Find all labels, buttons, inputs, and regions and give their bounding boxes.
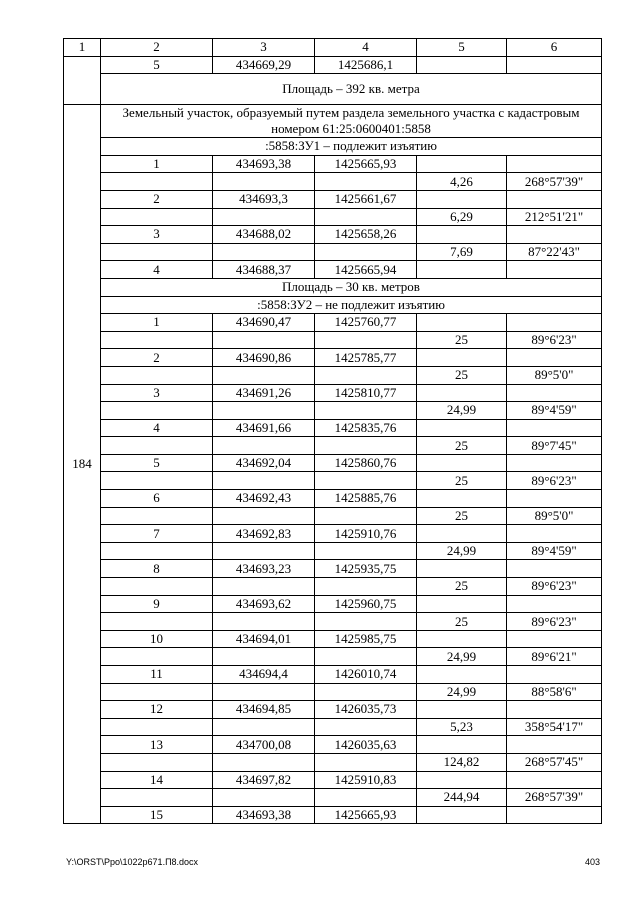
- empty-cell: [101, 472, 213, 490]
- segment-row: [64, 753, 602, 771]
- empty-cell: [315, 683, 417, 701]
- empty-cell: [315, 366, 417, 384]
- point-cell: 1: [101, 155, 213, 173]
- bearing-cell: 268°57'39": [507, 173, 602, 191]
- empty-cell: [507, 226, 602, 244]
- empty-cell: [507, 525, 602, 543]
- point-cell: 15: [101, 806, 213, 824]
- empty-cell: [213, 613, 315, 631]
- distance-cell: 25: [417, 507, 507, 525]
- empty-cell: [417, 595, 507, 613]
- empty-cell: [417, 384, 507, 402]
- empty-cell: [417, 525, 507, 543]
- empty-cell: [417, 261, 507, 279]
- parcel-number-cell: [64, 56, 101, 105]
- empty-cell: [417, 155, 507, 173]
- point-cell: 434692,43: [213, 490, 315, 508]
- point-cell: 2: [101, 190, 213, 208]
- segment-row: [64, 472, 602, 490]
- empty-cell: [213, 402, 315, 420]
- empty-cell: [417, 314, 507, 332]
- empty-cell: [315, 613, 417, 631]
- empty-cell: [417, 560, 507, 578]
- empty-cell: [213, 683, 315, 701]
- empty-cell: [507, 56, 602, 74]
- empty-cell: [101, 542, 213, 560]
- bearing-cell: 358°54'17": [507, 718, 602, 736]
- point-row: [64, 490, 602, 508]
- distance-cell: 25: [417, 366, 507, 384]
- empty-cell: [417, 701, 507, 719]
- point-cell: 1425658,26: [315, 226, 417, 244]
- table-row: [64, 56, 602, 74]
- empty-cell: [213, 789, 315, 807]
- point-cell: 10: [101, 630, 213, 648]
- distance-cell: 25: [417, 613, 507, 631]
- distance-cell: 25: [417, 472, 507, 490]
- empty-cell: [315, 472, 417, 490]
- segment-row: [64, 402, 602, 420]
- point-cell: 1425860,76: [315, 454, 417, 472]
- empty-cell: [101, 173, 213, 191]
- column-header: 4: [315, 39, 417, 57]
- point-cell: 1425665,93: [315, 155, 417, 173]
- empty-cell: [507, 155, 602, 173]
- empty-cell: [507, 630, 602, 648]
- point-row: [64, 349, 602, 367]
- point-cell: 1425665,94: [315, 261, 417, 279]
- segment-row: [64, 718, 602, 736]
- empty-cell: [507, 595, 602, 613]
- empty-cell: [507, 771, 602, 789]
- bearing-cell: 89°6'23": [507, 578, 602, 596]
- empty-cell: [417, 736, 507, 754]
- empty-cell: [213, 331, 315, 349]
- segment-row: [64, 366, 602, 384]
- point-cell: 4: [101, 261, 213, 279]
- point-row: [64, 454, 602, 472]
- empty-cell: [417, 190, 507, 208]
- empty-cell: [507, 384, 602, 402]
- point-cell: 434692,83: [213, 525, 315, 543]
- point-row: [64, 595, 602, 613]
- point-cell: 1425661,67: [315, 190, 417, 208]
- empty-cell: [417, 771, 507, 789]
- empty-cell: [101, 718, 213, 736]
- point-cell: 11: [101, 666, 213, 684]
- segment-row: [64, 331, 602, 349]
- point-cell: 434697,82: [213, 771, 315, 789]
- point-cell: 434669,29: [213, 56, 315, 74]
- empty-cell: [315, 753, 417, 771]
- parcel-number-cell: 184: [64, 105, 101, 824]
- subparcel-label: :5858:ЗУ1 – подлежит изъятию: [101, 138, 602, 156]
- point-cell: 434694,01: [213, 630, 315, 648]
- point-cell: 1426010,74: [315, 666, 417, 684]
- bearing-cell: 89°6'23": [507, 613, 602, 631]
- empty-cell: [315, 331, 417, 349]
- point-row: [64, 261, 602, 279]
- distance-cell: 244,94: [417, 789, 507, 807]
- bearing-cell: 212°51'21": [507, 208, 602, 226]
- point-cell: 1425760,77: [315, 314, 417, 332]
- empty-cell: [507, 349, 602, 367]
- empty-cell: [417, 56, 507, 74]
- subparcel-label-row: [64, 138, 602, 156]
- point-cell: 7: [101, 525, 213, 543]
- point-cell: 1425835,76: [315, 419, 417, 437]
- point-cell: 9: [101, 595, 213, 613]
- empty-cell: [101, 243, 213, 261]
- subparcel-label: :5858:ЗУ2 – не подлежит изъятию: [101, 296, 602, 314]
- empty-cell: [101, 331, 213, 349]
- distance-cell: 25: [417, 578, 507, 596]
- bearing-cell: 89°7'45": [507, 437, 602, 455]
- segment-row: [64, 542, 602, 560]
- point-row: [64, 806, 602, 824]
- bearing-cell: 89°6'23": [507, 472, 602, 490]
- point-row: [64, 525, 602, 543]
- point-cell: 1425985,75: [315, 630, 417, 648]
- point-cell: 1425960,75: [315, 595, 417, 613]
- empty-cell: [101, 507, 213, 525]
- point-cell: 1425935,75: [315, 560, 417, 578]
- distance-cell: 24,99: [417, 648, 507, 666]
- point-cell: 434688,02: [213, 226, 315, 244]
- empty-cell: [417, 630, 507, 648]
- point-cell: 13: [101, 736, 213, 754]
- empty-cell: [417, 666, 507, 684]
- point-cell: 1: [101, 314, 213, 332]
- point-cell: 434700,08: [213, 736, 315, 754]
- distance-cell: 25: [417, 331, 507, 349]
- column-header: 6: [507, 39, 602, 57]
- empty-cell: [315, 437, 417, 455]
- distance-cell: 24,99: [417, 402, 507, 420]
- empty-cell: [507, 261, 602, 279]
- point-cell: 1425785,77: [315, 349, 417, 367]
- coordinates-table: [63, 38, 602, 824]
- empty-cell: [101, 613, 213, 631]
- bearing-cell: 89°6'21": [507, 648, 602, 666]
- segment-row: [64, 683, 602, 701]
- empty-cell: [507, 701, 602, 719]
- empty-cell: [315, 243, 417, 261]
- empty-cell: [417, 349, 507, 367]
- area-label: Площадь – 30 кв. метров: [101, 278, 602, 296]
- segment-row: [64, 507, 602, 525]
- point-row: [64, 384, 602, 402]
- empty-cell: [101, 648, 213, 666]
- point-cell: 1425686,1: [315, 56, 417, 74]
- empty-cell: [213, 173, 315, 191]
- footer-page-number: 403: [584, 857, 600, 867]
- bearing-cell: 89°4'59": [507, 402, 602, 420]
- footer-file-path: Y:\ORST\Ppo\1022p671.П8.docx: [66, 857, 199, 867]
- point-cell: 1426035,73: [315, 701, 417, 719]
- empty-cell: [213, 648, 315, 666]
- point-row: [64, 666, 602, 684]
- empty-cell: [213, 542, 315, 560]
- point-cell: 434693,38: [213, 806, 315, 824]
- parcel-title-row: [64, 105, 602, 138]
- point-cell: 1425810,77: [315, 384, 417, 402]
- column-header: 5: [417, 39, 507, 57]
- distance-cell: 24,99: [417, 683, 507, 701]
- point-cell: 3: [101, 226, 213, 244]
- empty-cell: [507, 560, 602, 578]
- parcel-title: Земельный участок, образуемый путем раздела земельного участка с кадастровым номером 61:25:0600401:5858: [101, 105, 602, 138]
- point-cell: 1426035,63: [315, 736, 417, 754]
- bearing-cell: 89°5'0": [507, 366, 602, 384]
- empty-cell: [507, 419, 602, 437]
- point-row: [64, 701, 602, 719]
- segment-row: [64, 578, 602, 596]
- header-row: [64, 39, 602, 57]
- bearing-cell: 89°4'59": [507, 542, 602, 560]
- point-cell: 434693,23: [213, 560, 315, 578]
- area-row: [64, 278, 602, 296]
- subparcel-label-row: [64, 296, 602, 314]
- point-cell: 434690,47: [213, 314, 315, 332]
- empty-cell: [507, 666, 602, 684]
- area-label: Площадь – 392 кв. метра: [101, 74, 602, 105]
- empty-cell: [213, 208, 315, 226]
- empty-cell: [213, 753, 315, 771]
- empty-cell: [101, 578, 213, 596]
- distance-cell: 25: [417, 437, 507, 455]
- distance-cell: 6,29: [417, 208, 507, 226]
- empty-cell: [507, 806, 602, 824]
- empty-cell: [213, 366, 315, 384]
- empty-cell: [417, 226, 507, 244]
- point-cell: 434693,3: [213, 190, 315, 208]
- empty-cell: [213, 507, 315, 525]
- empty-cell: [101, 208, 213, 226]
- segment-row: [64, 173, 602, 191]
- empty-cell: [417, 490, 507, 508]
- empty-cell: [507, 490, 602, 508]
- bearing-cell: 268°57'39": [507, 789, 602, 807]
- distance-cell: 124,82: [417, 753, 507, 771]
- point-cell: 12: [101, 701, 213, 719]
- point-cell: 5: [101, 56, 213, 74]
- empty-cell: [315, 789, 417, 807]
- point-row: [64, 630, 602, 648]
- empty-cell: [507, 190, 602, 208]
- point-cell: 6: [101, 490, 213, 508]
- point-cell: 434693,62: [213, 595, 315, 613]
- point-cell: 434688,37: [213, 261, 315, 279]
- point-cell: 1425665,93: [315, 806, 417, 824]
- point-row: [64, 226, 602, 244]
- segment-row: [64, 437, 602, 455]
- point-row: [64, 314, 602, 332]
- empty-cell: [315, 718, 417, 736]
- empty-cell: [101, 366, 213, 384]
- point-cell: 434692,04: [213, 454, 315, 472]
- column-header: 3: [213, 39, 315, 57]
- bearing-cell: 268°57'45": [507, 753, 602, 771]
- distance-cell: 5,23: [417, 718, 507, 736]
- segment-row: [64, 208, 602, 226]
- point-cell: 4: [101, 419, 213, 437]
- point-row: [64, 155, 602, 173]
- segment-row: [64, 648, 602, 666]
- point-cell: 434690,86: [213, 349, 315, 367]
- column-header: 2: [101, 39, 213, 57]
- empty-cell: [315, 208, 417, 226]
- distance-cell: 24,99: [417, 542, 507, 560]
- distance-cell: 7,69: [417, 243, 507, 261]
- point-cell: 2: [101, 349, 213, 367]
- empty-cell: [417, 419, 507, 437]
- point-cell: 1425910,83: [315, 771, 417, 789]
- segment-row: [64, 243, 602, 261]
- point-cell: 434691,66: [213, 419, 315, 437]
- empty-cell: [101, 753, 213, 771]
- empty-cell: [417, 454, 507, 472]
- empty-cell: [101, 402, 213, 420]
- empty-cell: [213, 437, 315, 455]
- column-header: 1: [64, 39, 101, 57]
- point-cell: 14: [101, 771, 213, 789]
- segment-row: [64, 789, 602, 807]
- empty-cell: [101, 437, 213, 455]
- point-row: [64, 419, 602, 437]
- empty-cell: [101, 683, 213, 701]
- empty-cell: [315, 648, 417, 666]
- point-cell: 434694,4: [213, 666, 315, 684]
- empty-cell: [213, 718, 315, 736]
- point-row: [64, 736, 602, 754]
- point-cell: 5: [101, 454, 213, 472]
- point-cell: 1425910,76: [315, 525, 417, 543]
- point-cell: 434691,26: [213, 384, 315, 402]
- point-cell: 3: [101, 384, 213, 402]
- empty-cell: [507, 314, 602, 332]
- empty-cell: [315, 173, 417, 191]
- point-row: [64, 560, 602, 578]
- point-cell: 8: [101, 560, 213, 578]
- empty-cell: [417, 806, 507, 824]
- point-cell: 434693,38: [213, 155, 315, 173]
- point-cell: 434694,85: [213, 701, 315, 719]
- bearing-cell: 89°6'23": [507, 331, 602, 349]
- point-row: [64, 771, 602, 789]
- bearing-cell: 88°58'6": [507, 683, 602, 701]
- empty-cell: [507, 454, 602, 472]
- empty-cell: [315, 542, 417, 560]
- area-row: [64, 74, 602, 105]
- empty-cell: [213, 578, 315, 596]
- bearing-cell: 89°5'0": [507, 507, 602, 525]
- empty-cell: [315, 578, 417, 596]
- point-row: [64, 190, 602, 208]
- distance-cell: 4,26: [417, 173, 507, 191]
- empty-cell: [507, 736, 602, 754]
- bearing-cell: 87°22'43": [507, 243, 602, 261]
- empty-cell: [213, 243, 315, 261]
- point-cell: 1425885,76: [315, 490, 417, 508]
- empty-cell: [315, 507, 417, 525]
- empty-cell: [101, 789, 213, 807]
- empty-cell: [213, 472, 315, 490]
- empty-cell: [315, 402, 417, 420]
- segment-row: [64, 613, 602, 631]
